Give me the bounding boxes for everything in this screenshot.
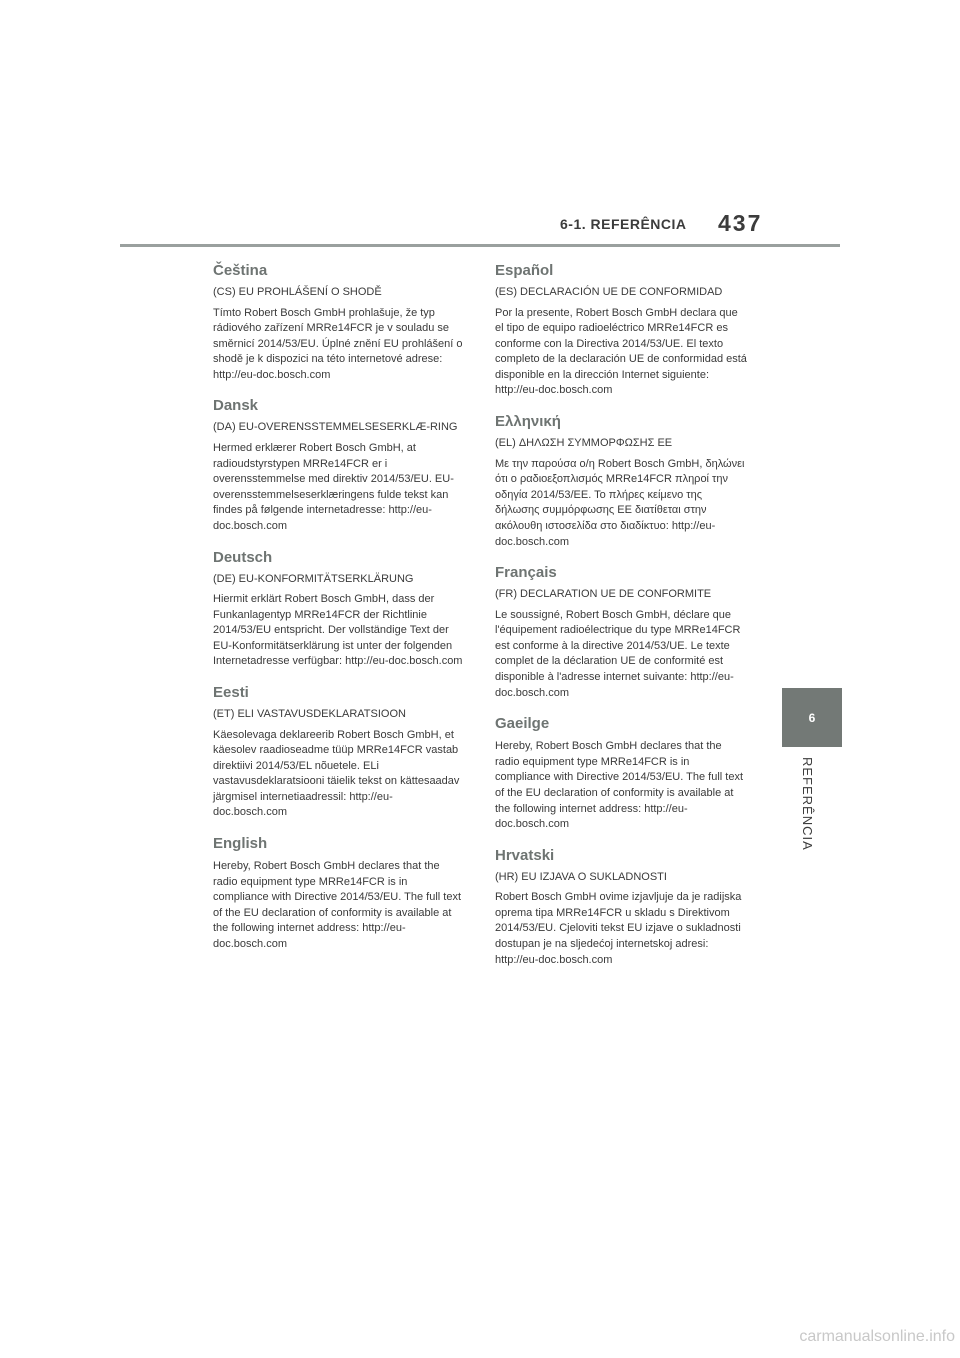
declaration-title: (DA) EU-OVERENSSTEMMELSESERKLÆ-RING <box>213 421 458 434</box>
declaration-text: Hereby, Robert Bosch GmbH declares that the radio equipment type MRRe14FCR is in compliance with Directive 2014/53/EU. The full text of the EU declaration of conformity is available at the following internet address: http://eu-doc.bosch.com <box>495 740 744 831</box>
declaration-text: Με την παρούσα ο/η Robert Bosch GmbH, δηλώνει ότι ο ραδιοεξοπλισμός MRRe14FCR πληροί την οδηγία 2014/53/ΕΕ. Το πλήρες κείμενο της δήλωσης συμμόρφωσης ΕΕ διατίθεται στην ακόλουθη ιστοσελίδα στο διαδίκτυο: http://eu-doc.bosch.com <box>495 457 745 548</box>
declaration-fr <box>495 564 747 701</box>
language-heading: Français <box>495 564 557 582</box>
declaration-text: Robert Bosch GmbH ovime izjavljuje da je radijska oprema tipa MRRe14FCR u skladu s Direktivom 2014/53/EU. Cjeloviti tekst EU izjave o sukladnosti dostupan je na sljedećoj internetskoj adresi: http://eu-doc.bosch.com <box>495 891 742 966</box>
chapter-side-label: REFERÊNCIA <box>800 757 815 851</box>
language-heading: Gaeilge <box>495 715 550 733</box>
declaration-ga <box>495 715 747 833</box>
declaration-da <box>213 397 465 534</box>
language-heading: Deutsch <box>213 548 273 566</box>
declaration-de <box>213 549 465 670</box>
declaration-en <box>213 835 465 953</box>
declaration-text: Tímto Robert Bosch GmbH prohlašuje, že typ rádiového zařízení MRRe14FCR je v souladu se směrnicí 2014/53/EU. Úplné znění EU prohlášení o shodě je k dispozici na této internetové adrese: http://eu-doc.bosch.com <box>213 306 463 381</box>
declaration-es <box>495 262 747 399</box>
declaration-text: Käesolevaga deklareerib Robert Bosch GmbH, et käesolev raadioseadme tüüp MRRe14FCR vastab direktiivi 2014/53/EL nõuetele. ELi vastavusdeklaratsiooni täielik tekst on kättesaadav järgmisel internetiaadressil: http://eu-doc.bosch.com <box>213 728 460 819</box>
declaration-title: (HR) EU IZJAVA O SUKLADNOSTI <box>495 870 667 883</box>
language-heading: Čeština <box>213 262 268 279</box>
watermark: carmanualsonline.info <box>799 1328 955 1345</box>
page-number: 437 <box>718 210 763 236</box>
declaration-hr <box>495 847 747 968</box>
header-divider <box>120 244 840 247</box>
declaration-el <box>495 413 747 550</box>
declaration-title: (CS) EU PROHLÁŠENÍ O SHODĚ <box>213 286 382 298</box>
declaration-text: Hiermit erklärt Robert Bosch GmbH, dass der Funkanlagentyp MRRe14FCR der Richtlinie 2014/53/EU entspricht. Der vollständige Text der EU-Konformitätserklärung ist unter der folgenden Internetadresse verfügbar: http://eu-doc.bosch.com <box>213 593 463 668</box>
declaration-title: (FR) DECLARATION UE DE CONFORMITE <box>495 588 712 601</box>
language-heading: Dansk <box>213 397 259 415</box>
language-heading: Español <box>495 262 554 279</box>
language-heading: Hrvatski <box>495 846 555 864</box>
declaration-text: Le soussigné, Robert Bosch GmbH, déclare que l'équipement radioélectrique du type MRRe14FCR est conforme à la directive 2014/53/UE. Le texte complet de la déclaration UE de conformité est disponible à l'adresse internet suivante: http://eu-doc.bosch.com <box>495 608 741 699</box>
chapter-number: 6 <box>808 710 816 725</box>
declaration-et <box>213 684 465 821</box>
right-column <box>495 262 747 982</box>
declaration-cs <box>213 262 465 383</box>
declaration-text: Hermed erklærer Robert Bosch GmbH, at radioudstyrstypen MRRe14FCR er i overensstemmelse med direktiv 2014/53/EU. EU-overensstemmelseserklæringens fulde tekst kan findes på følgende internetadresse: http://eu-doc.bosch.com <box>213 441 454 532</box>
language-heading: English <box>213 835 268 853</box>
declaration-title: (ET) ELI VASTAVUSDEKLARATSIOON <box>213 708 406 720</box>
declaration-title: (DE) EU-KONFORMITÄTSERKLÄRUNG <box>213 572 414 585</box>
language-heading: Eesti <box>213 684 249 701</box>
left-column <box>213 262 465 967</box>
declaration-title: (EL) ΔΗΛΩΣΗ ΣΥΜΜΟΡΦΩΣΗΣ ΕΕ <box>495 437 673 450</box>
language-heading: Ελληνική <box>495 413 561 431</box>
declaration-title: (ES) DECLARACIÓN UE DE CONFORMIDAD <box>495 286 723 298</box>
declaration-text: Hereby, Robert Bosch GmbH declares that the radio equipment type MRRe14FCR is in compliance with Directive 2014/53/EU. The full text of the EU declaration of conformity is available at the following internet address: http://eu-doc.bosch.com <box>213 860 462 951</box>
section-title: 6-1. REFERÊNCIA <box>560 216 687 232</box>
chapter-tab <box>782 688 842 747</box>
declaration-text: Por la presente, Robert Bosch GmbH declara que el tipo de equipo radioeléctrico MRRe14FCR es conforme con la Directiva 2014/53/UE. El texto completo de la declaración UE de conformidad está disponible en la dirección Internet siguiente: http://eu-doc.bosch.com <box>495 306 747 397</box>
